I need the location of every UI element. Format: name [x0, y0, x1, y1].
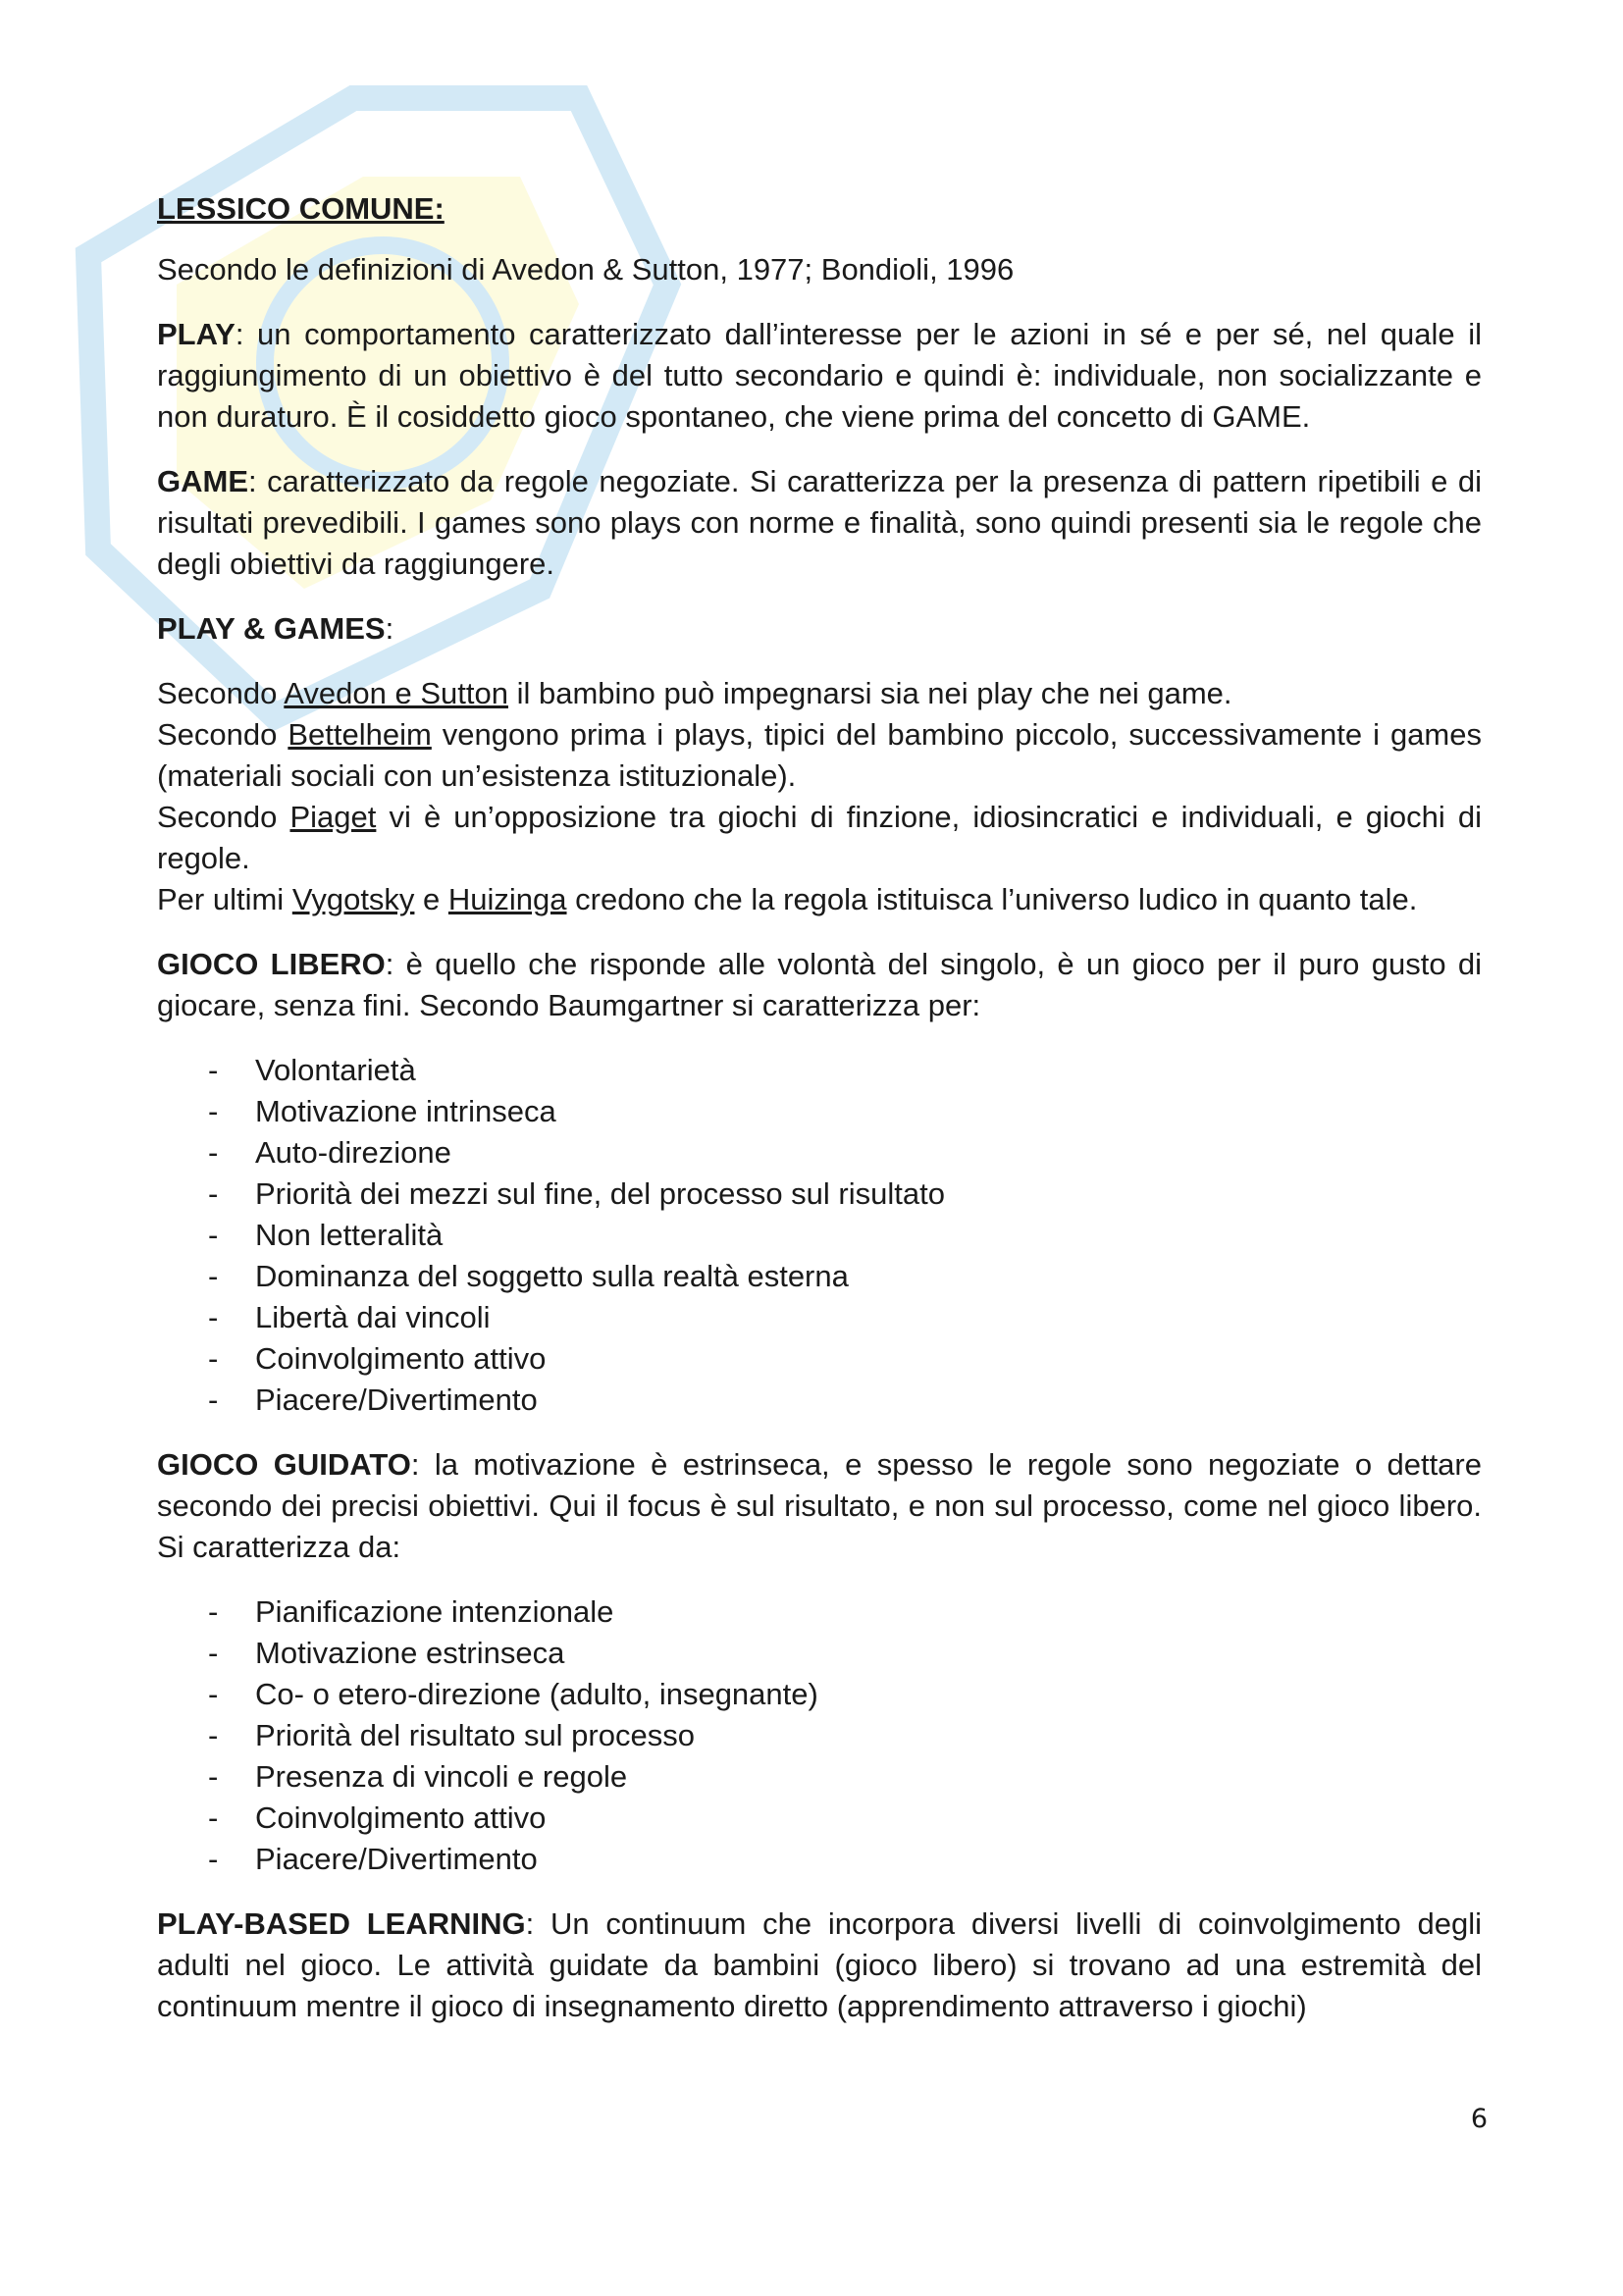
play-based-learning-text: : Un continuum che incorpora diversi livelli di coinvolgimento degli adulti nel gioco. Le attività guidate da bambini (gioco libero) si trovano ad una estremità del continuum mentre il gioco di insegnamento diretto (apprendimento attraverso i giochi)	[157, 1906, 1482, 2023]
play-based-learning-term: PLAY-BASED LEARNING	[157, 1906, 526, 1941]
list-item: - Priorità dei mezzi sul fine, del processo sul risultato	[157, 1174, 1482, 1215]
author-line-prefix: Secondo	[157, 717, 288, 752]
author-line-text: il bambino può impegnarsi sia nei play che nei game.	[507, 676, 1232, 710]
play-games-heading	[157, 608, 1482, 650]
gioco-guidato-list	[157, 1592, 1482, 1880]
game-term: GAME	[157, 464, 248, 498]
section-title: LESSICO COMUNE:	[157, 191, 445, 226]
list-item: - Motivazione intrinseca	[157, 1091, 1482, 1132]
gioco-guidato-text: : la motivazione è estrinseca, e spesso le regole sono negoziate o dettare secondo dei precisi obiettivi. Qui il focus è sul risultato, e non sul processo, come nel gioco libero. Si caratterizza da:	[157, 1447, 1482, 1564]
list-item: - Piacere/Divertimento	[157, 1839, 1482, 1880]
author-vygotsky: Vygotsky	[291, 882, 415, 916]
list-item: - Pianificazione intenzionale	[157, 1592, 1482, 1633]
play-term: PLAY	[157, 317, 236, 351]
document-content	[157, 188, 1482, 2051]
list-item: - Coinvolgimento attivo	[157, 1338, 1482, 1380]
play-games-term: PLAY & GAMES	[157, 611, 386, 646]
author-huizinga: Huizinga	[447, 882, 567, 916]
page-number: 6	[1470, 2104, 1488, 2134]
author-line-vygotsky-huizinga	[157, 879, 1482, 920]
author-bettelheim: Bettelheim	[288, 717, 432, 752]
list-item: - Volontarietà	[157, 1050, 1482, 1091]
list-item: - Piacere/Divertimento	[157, 1380, 1482, 1421]
list-item: - Dominanza del soggetto sulla realtà esterna	[157, 1256, 1482, 1297]
gioco-guidato-term: GIOCO GUIDATO	[157, 1447, 411, 1482]
author-line-piaget	[157, 797, 1482, 879]
list-item: - Motivazione estrinseca	[157, 1633, 1482, 1674]
list-item: - Presenza di vincoli e regole	[157, 1756, 1482, 1798]
author-line-text: vengono prima i plays, tipici del bambino piccolo, successivamente i games (materiali sociali con un’esistenza istituzionale).	[157, 717, 1482, 793]
list-item: - Priorità del risultato sul processo	[157, 1715, 1482, 1756]
author-line-prefix: Per ultimi	[157, 882, 292, 916]
play-paragraph	[157, 314, 1482, 438]
author-piaget: Piaget	[289, 800, 377, 834]
list-item: - Libertà dai vincoli	[157, 1297, 1482, 1338]
game-text: : caratterizzato da regole negoziate. Si caratterizza per la presenza di pattern ripetibili e di risultati prevedibili. I games sono plays con norme e finalità, sono quindi presenti sia le regole che degli obiettivi da raggiungere.	[157, 464, 1482, 581]
gioco-libero-term: GIOCO LIBERO	[157, 947, 386, 981]
author-line-avedon	[157, 673, 1482, 714]
author-line-bettelheim	[157, 714, 1482, 797]
intro-paragraph: Secondo le definizioni di Avedon & Sutton, 1977; Bondioli, 1996	[157, 252, 1015, 287]
gioco-libero-text: : è quello che risponde alle volontà del singolo, è un gioco per il puro gusto di giocare, senza fini. Secondo Baumgartner si caratterizza per:	[157, 947, 1482, 1022]
author-line-prefix: Secondo	[157, 676, 285, 710]
author-avedon-sutton: Avedon e Sutton	[284, 676, 508, 710]
list-item: - Non letteralità	[157, 1215, 1482, 1256]
author-line-text: vi è un’opposizione tra giochi di finzione, idiosincratici e individuali, e giochi di regole.	[157, 800, 1482, 875]
authors-paragraph	[157, 673, 1482, 920]
gioco-guidato-paragraph	[157, 1444, 1482, 1568]
gioco-libero-list	[157, 1050, 1482, 1421]
game-paragraph	[157, 461, 1482, 585]
list-item: - Co- o etero-direzione (adulto, insegnante)	[157, 1674, 1482, 1715]
author-line-conjunction: e	[414, 882, 448, 916]
author-line-text: credono che la regola istituisca l’universo ludico in quanto tale.	[566, 882, 1418, 916]
author-line-prefix: Secondo	[157, 800, 290, 834]
play-games-colon: :	[385, 611, 394, 646]
play-text: : un comportamento caratterizzato dall’interesse per le azioni in sé e per sé, nel quale il raggiungimento di un obiettivo è del tutto secondario e quindi è: individuale, non socializzante e non duraturo. È il cosiddetto gioco spontaneo, che viene prima del concetto di GAME.	[157, 317, 1482, 434]
list-item: - Coinvolgimento attivo	[157, 1798, 1482, 1839]
list-item: - Auto-direzione	[157, 1132, 1482, 1174]
gioco-libero-paragraph	[157, 944, 1482, 1026]
play-based-learning-paragraph	[157, 1904, 1482, 2027]
